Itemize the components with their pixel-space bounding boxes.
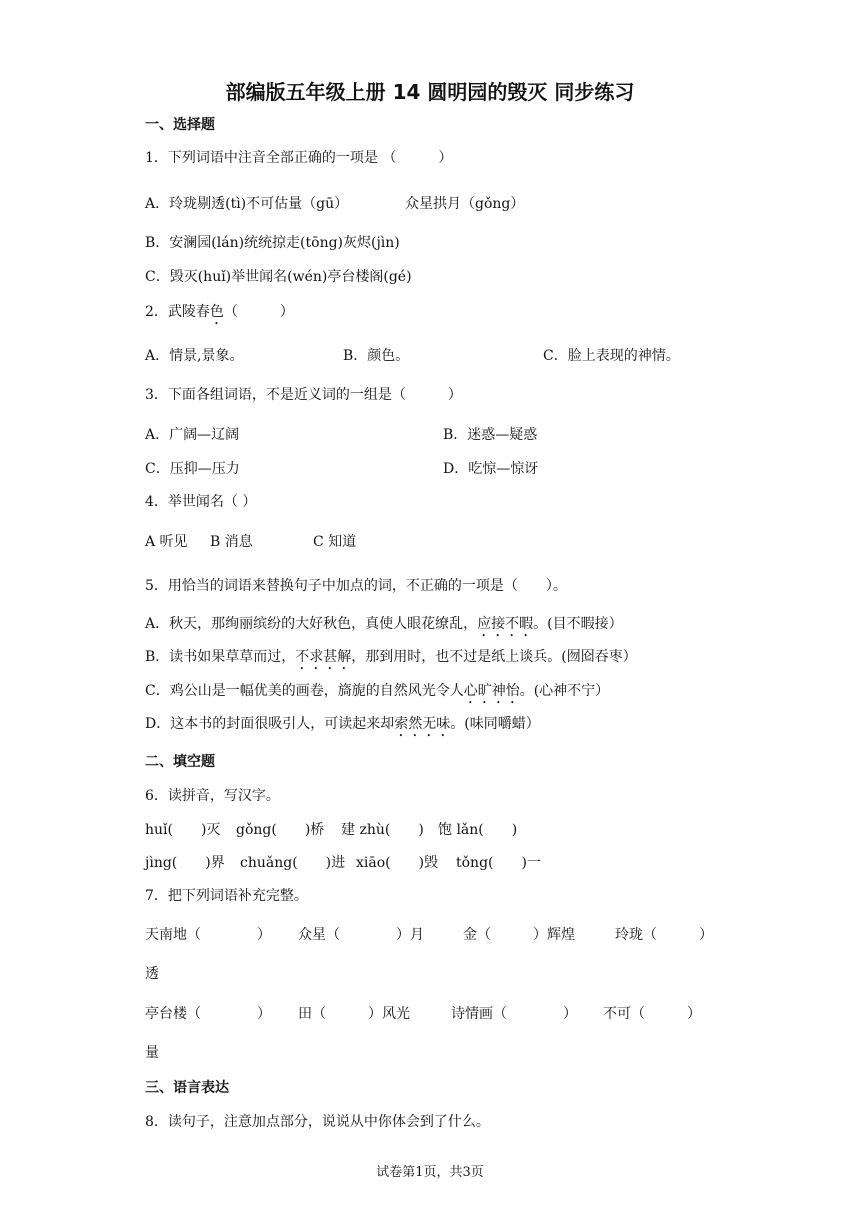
- idiom-wrap: 量: [145, 1045, 159, 1061]
- idiom-blank: 诗情画（ ）: [451, 1006, 577, 1022]
- question-2-dotted-char: 色: [209, 304, 224, 320]
- option-text: D．这本书的封面很吸引人，可读起来却: [145, 716, 395, 732]
- pinyin-item: tǒng( )一: [456, 855, 541, 871]
- question-1-option-a-extra: 众星拱月（gǒng）: [405, 196, 525, 212]
- question-1-option-b: B．安澜园(lán)统统掠走(tōng)灰烬(jìn): [145, 235, 400, 251]
- option-text: 。(心神不宁）: [519, 683, 610, 699]
- question-1-option-a: A．玲珑剔透(tì)不可估量（gū）: [145, 196, 349, 212]
- question-2-stem: [145, 301, 294, 328]
- pinyin-item: gǒng( )桥: [236, 822, 325, 838]
- question-6-stem: 6．读拼音，写汉字。: [145, 788, 280, 804]
- section-heading-choice: 一、选择题: [145, 117, 215, 133]
- option-text: ，那到用时，也不过是纸上谈兵。(囫囵吞枣）: [351, 649, 637, 665]
- question-5-option-d: [145, 713, 540, 740]
- question-5-option-b: [145, 646, 637, 673]
- question-2-option-a: A．情景,景象。: [145, 348, 244, 364]
- question-3-option-d: D．吃惊—惊讶: [443, 461, 539, 477]
- question-3-option-a: A．广阔—辽阔: [145, 427, 240, 443]
- idiom-wrap: 透: [145, 966, 159, 982]
- question-3-option-c: C．压抑—压力: [145, 461, 240, 477]
- question-5-option-a: [145, 613, 623, 640]
- option-text: B．读书如果草草而过，: [145, 649, 296, 665]
- question-4-option-c: C 知道: [313, 534, 357, 550]
- idiom-blank: 玲珑（ ）: [615, 927, 713, 943]
- question-2-stem-paren: （ ）: [223, 304, 294, 320]
- page-title: 部编版五年级上册 14 圆明园的毁灭 同步练习: [225, 80, 635, 104]
- question-5-stem: 5．用恰当的词语来替换句子中加点的词，不正确的一项是（ ）。: [145, 578, 567, 594]
- idiom-blank: 金（ ）辉煌: [463, 927, 575, 943]
- question-2-stem-text: 2．武陵春: [145, 304, 210, 320]
- dotted-phrase: 索然无味: [394, 716, 451, 732]
- pinyin-item: chuǎng( )进: [240, 855, 346, 871]
- dotted-phrase: 应接不暇: [477, 616, 534, 632]
- idiom-blank: 众星（ ）月: [298, 927, 424, 943]
- question-8-stem: 8．读句子，注意加点部分，说说从中你体会到了什么。: [145, 1114, 490, 1130]
- option-text: A．秋天，那绚丽缤纷的大好秋色，真使人眼花缭乱，: [145, 616, 478, 632]
- question-2-option-b: B．颜色。: [343, 348, 410, 364]
- pinyin-item: jìng( )界: [145, 855, 225, 871]
- section-heading-fill: 二、填空题: [145, 754, 215, 770]
- idiom-blank: 田（ ）风光: [298, 1006, 410, 1022]
- option-text: 。(味同嚼蜡）: [450, 716, 540, 732]
- idiom-blank: 亭台楼（ ）: [145, 1006, 271, 1022]
- dotted-phrase: 不求甚解: [295, 649, 352, 665]
- question-2-option-c: C．脸上表现的神情。: [543, 348, 680, 364]
- page-footer: 试卷第1页，共3页: [376, 1165, 484, 1180]
- question-7-stem: 7．把下列词语补充完整。: [145, 888, 308, 904]
- pinyin-item: 建 zhù( ): [341, 822, 424, 838]
- question-5-option-c: [145, 680, 609, 707]
- dotted-phrase: 心旷神怡: [463, 683, 520, 699]
- question-4-option-a: A 听见: [145, 534, 188, 550]
- section-heading-expression: 三、语言表达: [145, 1080, 229, 1096]
- question-1-option-c: C．毁灭(huǐ)举世闻名(wén)亭台楼阁(gé): [145, 269, 412, 285]
- question-3-stem: 3．下面各组词语，不是近义词的一组是（ ）: [145, 387, 462, 403]
- idiom-blank: 不可（ ）: [603, 1006, 701, 1022]
- pinyin-item: xiāo( )毁: [356, 855, 439, 871]
- idiom-blank: 天南地（ ）: [145, 927, 271, 943]
- pinyin-item: 饱 lǎn( ): [438, 822, 518, 838]
- pinyin-item: huǐ( )灭: [145, 822, 221, 838]
- question-1-stem: 1．下列词语中注音全部正确的一项是 （ ）: [145, 150, 453, 166]
- question-4-stem: 4．举世闻名（ ）: [145, 494, 257, 510]
- question-4-option-b: B 消息: [210, 534, 253, 550]
- question-3-option-b: B．迷惑—疑惑: [443, 427, 538, 443]
- option-text: 。(目不暇接）: [533, 616, 623, 632]
- option-text: C．鸡公山是一幅优美的画卷，旖旎的自然风光令人: [145, 683, 464, 699]
